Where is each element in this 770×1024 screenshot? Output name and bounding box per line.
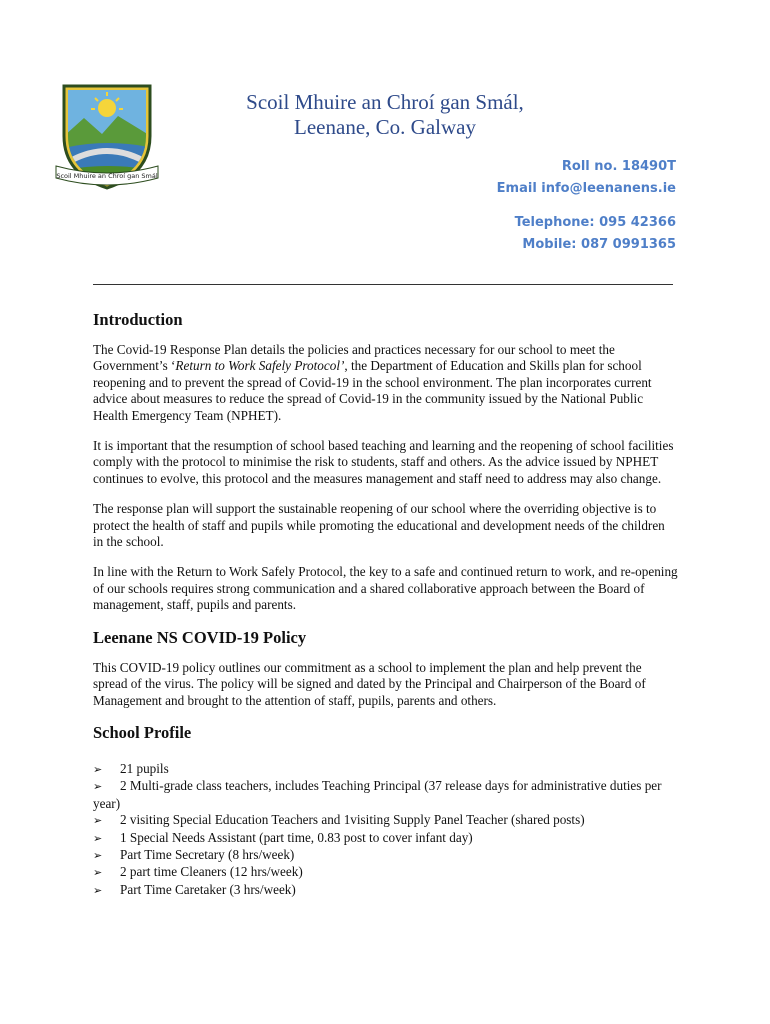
introduction-paragraph-1: The Covid-19 Response Plan details the policies and practices necessary for our school to meet the Government’s ‘Return to Work Safely Protocol’, the Department of Education and Skills plan for school reopening and to prevent the spread of Covid-19 in the school environment. The plan incorporates current advice about measures to reduce the spread of Covid-19 in the community issued by the National Public Health Emergency Team (NPHET). bbox=[93, 342, 652, 423]
introduction-heading: Introduction bbox=[93, 310, 183, 329]
list-item: ➢ 2 Multi-grade class teachers, includes Teaching Principal (37 release days for administrative duties per year) bbox=[93, 778, 662, 811]
school-name-heading bbox=[190, 90, 580, 140]
arrow-bullet-icon: ➢ bbox=[93, 848, 103, 862]
introduction-paragraph-3: The response plan will support the sustainable reopening of our school where the overriding objective is to protect the health of staff and pupils while promoting the educational and development needs of the children in the school. bbox=[93, 501, 665, 550]
contact-block bbox=[497, 156, 676, 256]
roll-number: Roll no. 18490T bbox=[561, 159, 676, 174]
email-address: Email info@leenanens.ie bbox=[496, 181, 676, 196]
list-item: ➢ 1 Special Needs Assistant (part time, 0.83 post to cover infant day) bbox=[93, 830, 678, 847]
school-profile-heading: School Profile bbox=[93, 722, 192, 742]
list-item: ➢ 2 visiting Special Education Teachers and 1visiting Supply Panel Teacher (shared posts) bbox=[93, 812, 678, 829]
mobile-number: Mobile: 087 0991365 bbox=[522, 237, 676, 252]
arrow-bullet-icon: ➢ bbox=[93, 866, 103, 880]
school-name-line1: Scoil Mhuire an Chroí gan Smál, bbox=[246, 90, 524, 114]
policy-paragraph: This COVID-19 policy outlines our commitment as a school to implement the plan and help prevent the spread of the virus. The policy will be signed and dated by the Principal and Chairperson of the Board of Management and brought to the attention of staff, pupils, parents and others. bbox=[93, 659, 646, 708]
policy-heading: Leenane NS COVID-19 Policy bbox=[93, 627, 307, 647]
svg-text:Scoil Mhuire an Chroí gan Smál: Scoil Mhuire an Chroí gan Smál bbox=[56, 172, 158, 180]
list-item: ➢ Part Time Secretary (8 hrs/week) bbox=[93, 847, 678, 864]
introduction-paragraph-4: In line with the Return to Work Safely Protocol, the key to a safe and continued return to work, and re-opening of our schools requires strong communication and a shared collaborative approach between the Board of management, staff, pupils and parents. bbox=[93, 564, 678, 613]
telephone-number: Telephone: 095 42366 bbox=[514, 215, 676, 230]
document-body bbox=[93, 308, 678, 899]
list-item: ➢ Part Time Caretaker (3 hrs/week) bbox=[93, 882, 678, 899]
arrow-bullet-icon: ➢ bbox=[93, 780, 103, 794]
arrow-bullet-icon: ➢ bbox=[93, 814, 103, 828]
header-divider bbox=[93, 284, 673, 285]
arrow-bullet-icon: ➢ bbox=[93, 883, 103, 897]
school-address-line2: Leenane, Co. Galway bbox=[294, 115, 476, 139]
list-item: ➢ 2 part time Cleaners (12 hrs/week) bbox=[93, 864, 678, 881]
school-crest-logo bbox=[54, 78, 160, 192]
sun-icon bbox=[98, 99, 116, 117]
arrow-bullet-icon: ➢ bbox=[93, 831, 103, 845]
school-profile-list bbox=[93, 761, 678, 899]
introduction-paragraph-2: It is important that the resumption of school based teaching and learning and the reopening of school facilities comply with the protocol to minimise the risk to students, staff and others. As the advice issued by NPHET continues to evolve, this protocol and the measures management and staff need to address may also change. bbox=[93, 438, 674, 486]
list-item: ➢ 21 pupils bbox=[93, 761, 678, 778]
arrow-bullet-icon: ➢ bbox=[93, 762, 103, 776]
